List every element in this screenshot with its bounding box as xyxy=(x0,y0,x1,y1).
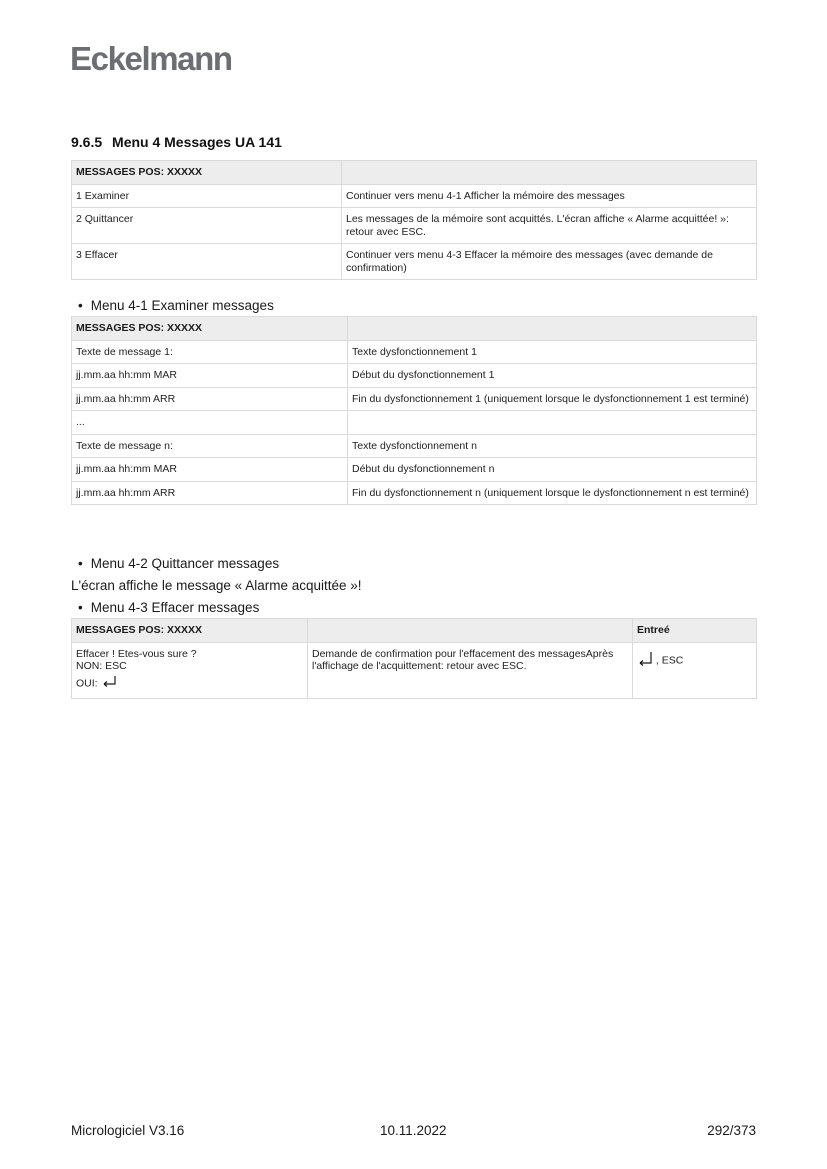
table-row xyxy=(72,387,757,411)
table-header-row xyxy=(72,317,757,341)
table-cell: Texte dysfonctionnement n xyxy=(348,434,757,458)
bullet-menu-4-1 xyxy=(78,298,274,313)
table-cell xyxy=(633,642,757,699)
table-row xyxy=(72,411,757,435)
table-cell: Continuer vers menu 4-1 Afficher la mémoire des messages xyxy=(342,184,757,208)
table-cell: Les messages de la mémoire sont acquittés. L'écran affiche « Alarme acquittée! »: retour avec ESC. xyxy=(342,208,757,244)
table-cell: ... xyxy=(72,411,348,435)
enter-key-icon xyxy=(637,651,653,671)
footer-version: Micrologiciel V3.16 xyxy=(71,1123,185,1138)
table-header-row xyxy=(72,161,757,185)
bullet-dot: • xyxy=(78,298,83,313)
table-row xyxy=(72,244,757,280)
confirm-yes-label: OUI: xyxy=(76,677,98,690)
bullet-text: Menu 4-2 Quittancer messages xyxy=(90,556,280,571)
table-cell: 1 Examiner xyxy=(72,184,342,208)
menu-4-1-table xyxy=(71,316,757,505)
menu-4-3-table xyxy=(71,618,757,699)
table-cell: Texte dysfonctionnement 1 xyxy=(348,340,757,364)
table-cell: Texte de message n: xyxy=(72,434,348,458)
table-cell: jj.mm.aa hh:mm ARR xyxy=(72,387,348,411)
table-header-cell: MESSAGES POS: XXXXX xyxy=(72,317,348,341)
enter-key-icon xyxy=(101,675,117,693)
table-cell: Début du dysfonctionnement 1 xyxy=(348,364,757,388)
table-header-cell xyxy=(342,161,757,185)
eckelmann-logo: Eckelmann xyxy=(70,40,232,77)
table-cell: jj.mm.aa hh:mm ARR xyxy=(72,481,348,505)
table-row xyxy=(72,642,757,699)
table-header-cell: MESSAGES POS: XXXXX xyxy=(72,619,308,643)
entry-esc-text: , ESC xyxy=(655,654,684,667)
table-header-cell xyxy=(348,317,757,341)
footer-page-number: 292/373 xyxy=(707,1123,756,1138)
bullet-text: Menu 4-3 Effacer messages xyxy=(90,600,260,615)
table-row xyxy=(72,184,757,208)
table-cell: 2 Quittancer xyxy=(72,208,342,244)
table-header-cell: Entreé xyxy=(633,619,757,643)
table-header-cell: MESSAGES POS: XXXXX xyxy=(72,161,342,185)
menu-4-table xyxy=(71,160,757,280)
table-header-cell xyxy=(308,619,633,643)
table-row xyxy=(72,208,757,244)
table-cell: 3 Effacer xyxy=(72,244,342,280)
table-cell: Début du dysfonctionnement n xyxy=(348,458,757,482)
confirm-question: Effacer ! Etes-vous sure ? xyxy=(76,647,197,660)
table-cell xyxy=(348,411,757,435)
bullet-menu-4-3 xyxy=(78,600,259,615)
table-row xyxy=(72,458,757,482)
bullet-dot: • xyxy=(78,556,83,571)
footer-date: 10.11.2022 xyxy=(380,1123,447,1138)
section-title-text: Menu 4 Messages UA 141 xyxy=(112,134,282,150)
table-cell: jj.mm.aa hh:mm MAR xyxy=(72,364,348,388)
confirm-yes xyxy=(76,675,303,693)
table-row xyxy=(72,481,757,505)
table-cell: Fin du dysfonctionnement n (uniquement lorsque le dysfonctionnement n est terminé) xyxy=(348,481,757,505)
table-cell: Fin du dysfonctionnement 1 (uniquement lorsque le dysfonctionnement 1 est terminé) xyxy=(348,387,757,411)
table-cell: Texte de message 1: xyxy=(72,340,348,364)
table-row xyxy=(72,364,757,388)
section-heading xyxy=(71,134,282,150)
table-cell: jj.mm.aa hh:mm MAR xyxy=(72,458,348,482)
table-cell xyxy=(72,642,308,699)
section-number: 9.6.5 xyxy=(71,134,103,150)
bullet-text: Menu 4-1 Examiner messages xyxy=(90,298,274,313)
bullet-menu-4-2 xyxy=(78,556,279,571)
table-cell: Demande de confirmation pour l'effacement des messagesAprès l'affichage de l'acquittement: retour avec ESC. xyxy=(308,642,633,699)
acknowledge-paragraph: L'écran affiche le message « Alarme acquittée »! xyxy=(71,578,362,593)
table-row xyxy=(72,434,757,458)
bullet-dot: • xyxy=(78,600,83,615)
table-cell: Continuer vers menu 4-3 Effacer la mémoire des messages (avec demande de confirmation) xyxy=(342,244,757,280)
table-row xyxy=(72,340,757,364)
confirm-no: NON: ESC xyxy=(76,660,127,672)
table-header-row xyxy=(72,619,757,643)
